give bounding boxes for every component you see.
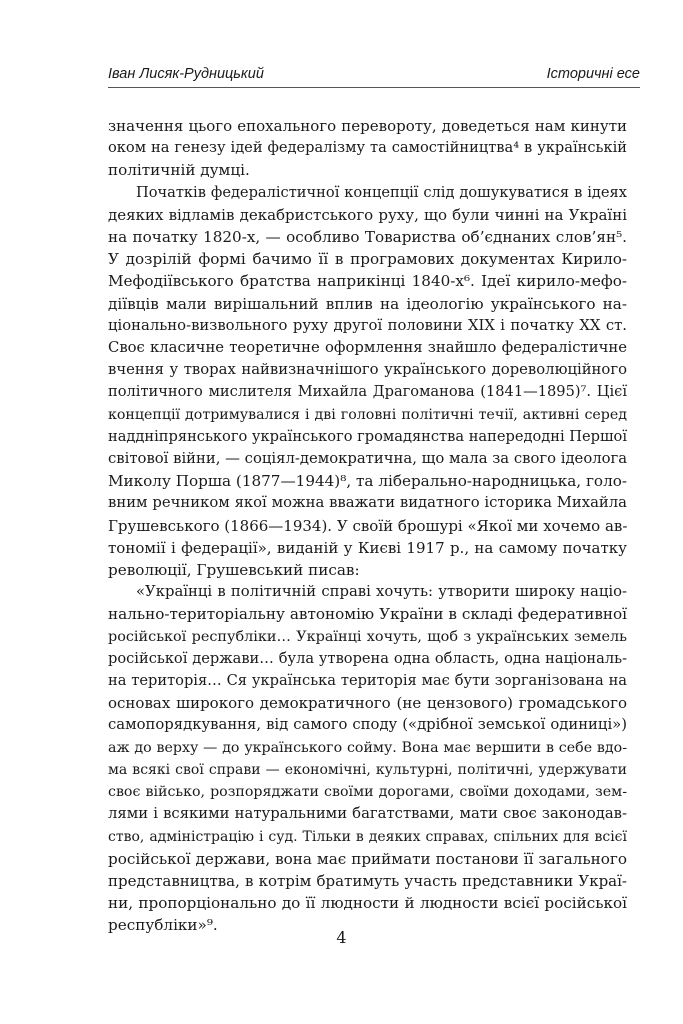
text-line: світової війни, — соціял-демократична, що мала за свого ідеолога: [108, 450, 627, 468]
page-number: 4: [336, 928, 347, 947]
text-line: «Українці в політичній справі хочуть: утворити широку націо-: [136, 583, 627, 601]
header-book-title: Історичні есе: [546, 66, 640, 82]
text-line: Своє класичне теоретичне оформлення знайшло федералістичне: [108, 339, 627, 357]
text-line: російської республіки… Українці хочуть, щоб з українських земель: [108, 628, 627, 645]
text-line: нально-територіальну автономію України в складі федеративної: [108, 605, 627, 624]
text-line: революції, Грушевський писав:: [108, 561, 360, 580]
text-line: представництва, в котрім братимуть участь представники Украї-: [108, 871, 627, 890]
header-rule: [108, 87, 640, 88]
text-line: ціонально-визвольного руху другої половини XIX і початку XX ст.: [108, 316, 627, 334]
text-line: політичній думці.: [108, 161, 250, 180]
text-line: Початків федералістичної концепції слід дошукуватися в ідеях: [136, 183, 627, 201]
text-line: оком на генезу ідей федералізму та самостійництва⁴ в українській: [108, 139, 627, 157]
body-text: [108, 115, 627, 937]
text-line: російської держави… була утворена одна область, одна національ-: [108, 649, 627, 667]
text-line: деяких відламів декабристського руху, що були чинні на Україні: [108, 205, 627, 224]
text-line: політичного мислителя Михайла Драгоманова (1841—1895)⁷. Цієї: [108, 383, 627, 401]
text-line: своє військо, розпоряджати своїми дорогами, своїми доходами, зем-: [108, 784, 627, 801]
text-line: концепції дотримувалися і дві головні політичні течії, активні серед: [108, 406, 627, 423]
text-line: Миколу Порша (1877—1944)⁸, та ліберально-народницька, голо-: [108, 472, 627, 491]
text-line: діївців мали вирішальний вплив на ідеологію українського на-: [108, 294, 627, 313]
text-line: Мефодіївського братства наприкінці 1840-х⁶. Ідеї кирило-мефо-: [108, 272, 627, 291]
text-line: лями і всякими натуральними багатствами, мати своє законодав-: [108, 805, 627, 823]
text-line: на територія… Ся українська територія має бути зорганізована на: [108, 672, 627, 690]
text-line: ма всякі свої справи — економічні, культурні, політичні, удержувати: [108, 761, 627, 778]
running-header: [108, 66, 640, 88]
text-line: на початку 1820-х, — особливо Товариства об’єднаних слов’ян⁵.: [108, 228, 627, 247]
text-line: У дозрілій формі бачимо її в програмових документах Кирило-: [108, 250, 627, 269]
text-line: російської держави, вона має приймати постанови її загального: [108, 849, 627, 868]
text-line: ни, пропорціонально до її людности й людности всієї російської: [108, 894, 627, 913]
text-line: наддніпрянського українського громадянства напередодні Першої: [108, 427, 627, 445]
text-line: республіки»⁹.: [108, 916, 218, 935]
text-line: Грушевського (1866—1934). У своїй брошурі «Якої ми хочемо ав-: [108, 516, 627, 535]
text-line: значення цього епохального перевороту, доведеться нам кинути: [108, 117, 627, 135]
text-line: тономії і федерації», виданій у Києві 1917 р., на самому початку: [108, 538, 627, 557]
text-line: самопорядкування, від самого споду («дрібної земської одиниці»): [108, 716, 627, 734]
text-line: вчення у творах найвизначнішого українського дореволюційного: [108, 361, 627, 379]
text-line: вним речником якої можна вважати видатного історика Михайла: [108, 494, 627, 512]
text-line: ство, адміністрацію і суд. Тільки в деяких справах, спільних для всієї: [108, 828, 627, 845]
text-line: аж до верху — до українського сойму. Вона має вершити в себе вдо-: [108, 739, 627, 756]
header-author: Іван Лисяк-Рудницький: [108, 66, 264, 82]
text-line: основах широкого демократичного (не цензового) громадського: [108, 694, 627, 713]
